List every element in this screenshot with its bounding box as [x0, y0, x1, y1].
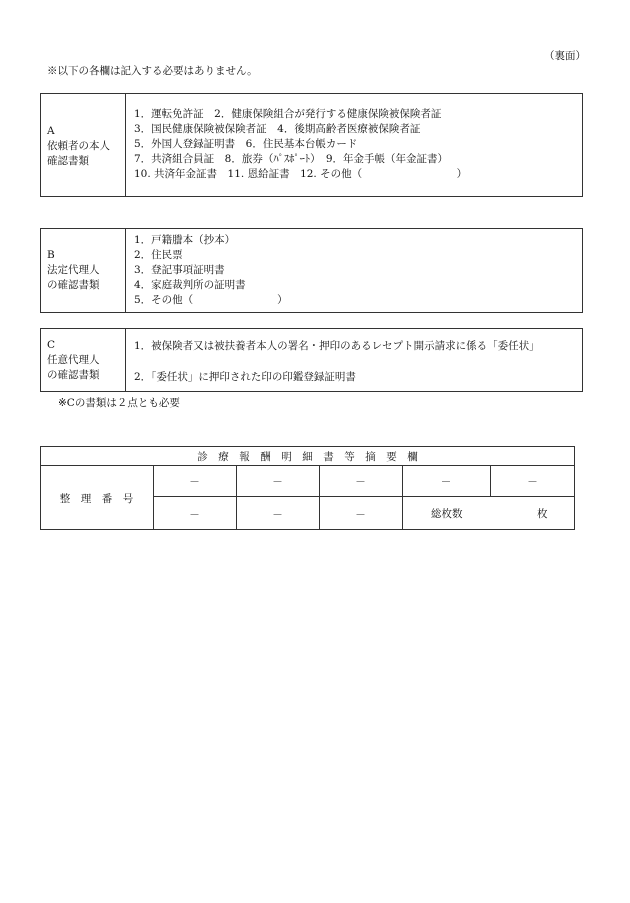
- section-a-item: 10. 共済年金証書 11. 恩給証書 12. その他（ ）: [134, 168, 468, 180]
- notice-text: ※以下の各欄は記入する必要はありません。: [47, 65, 258, 77]
- section-b-label: [47, 248, 100, 293]
- total-sheets-label: 総枚数: [431, 508, 463, 520]
- section-b-item: 5．その他（ ）: [134, 294, 288, 306]
- summary-row-rule: [153, 496, 575, 497]
- section-c-label: [47, 338, 100, 383]
- section-a-title: 依頼者の本人: [47, 140, 110, 152]
- section-a-items: [134, 107, 467, 182]
- section-b-title: 法定代理人: [47, 264, 100, 276]
- section-b-item: 4．家庭裁判所の証明書: [134, 279, 246, 291]
- reference-number-dash: －: [440, 476, 452, 488]
- reference-number-dash: －: [527, 476, 538, 488]
- section-a-label: [47, 124, 110, 169]
- section-c-note: ※Cの書類は２点とも必要: [58, 397, 180, 409]
- section-c-subtitle: の確認書類: [47, 369, 100, 381]
- section-b-item: 1．戸籍謄本（抄本）: [134, 234, 236, 246]
- section-a-divider: [125, 93, 126, 197]
- summary-table-title: 診 療 報 酬 明 細 書 等 摘 要 欄: [197, 451, 418, 463]
- section-c-letter: C: [47, 339, 56, 351]
- section-c-divider: [125, 328, 126, 392]
- section-b-subtitle: の確認書類: [47, 279, 100, 291]
- section-c-item: 2．「委任状」に押印された印の印鑑登録証明書: [134, 371, 356, 383]
- section-b-letter: B: [47, 249, 55, 261]
- section-a-item: 3．国民健康保険被保険者証 4．後期高齢者医療被保険者証: [134, 123, 421, 135]
- reference-number-dash: －: [355, 476, 366, 488]
- section-a-item: 5．外国人登録証明書 6．住民基本台帳カード: [134, 138, 358, 150]
- section-b-items: [134, 233, 288, 308]
- reference-number-label: 整 理 番 号: [59, 493, 134, 505]
- section-a-letter: A: [47, 125, 55, 137]
- section-b-item: 2．住民票: [134, 249, 183, 261]
- section-a-item: 7．共済組合員証 8．旅券（ﾊﾟｽﾎﾟｰﾄ） 9．年金手帳（年金証書）: [134, 153, 449, 165]
- section-b-item: 3．登記事項証明書: [134, 264, 225, 276]
- reference-number-dash: －: [272, 509, 283, 521]
- section-c-title: 任意代理人: [47, 354, 100, 366]
- section-a-item: 1．運転免許証 2．健康保険組合が発行する健康保険被保険者証: [134, 108, 442, 120]
- section-b-box: [40, 228, 583, 313]
- summary-title-rule: [40, 465, 575, 466]
- reference-number-dash: －: [189, 476, 200, 488]
- page-side-label: （裏面）: [544, 50, 586, 62]
- total-sheets-unit: 枚: [537, 508, 548, 520]
- section-c-item: 1．被保険者又は被扶養者本人の署名・押印のあるレセプト開示請求に係る「委任状」: [134, 340, 540, 352]
- reference-number-dash: －: [272, 476, 283, 488]
- section-a-subtitle: 確認書類: [47, 155, 89, 167]
- section-b-divider: [125, 228, 126, 313]
- reference-number-dash: －: [189, 509, 200, 521]
- reference-number-dash: －: [355, 509, 366, 521]
